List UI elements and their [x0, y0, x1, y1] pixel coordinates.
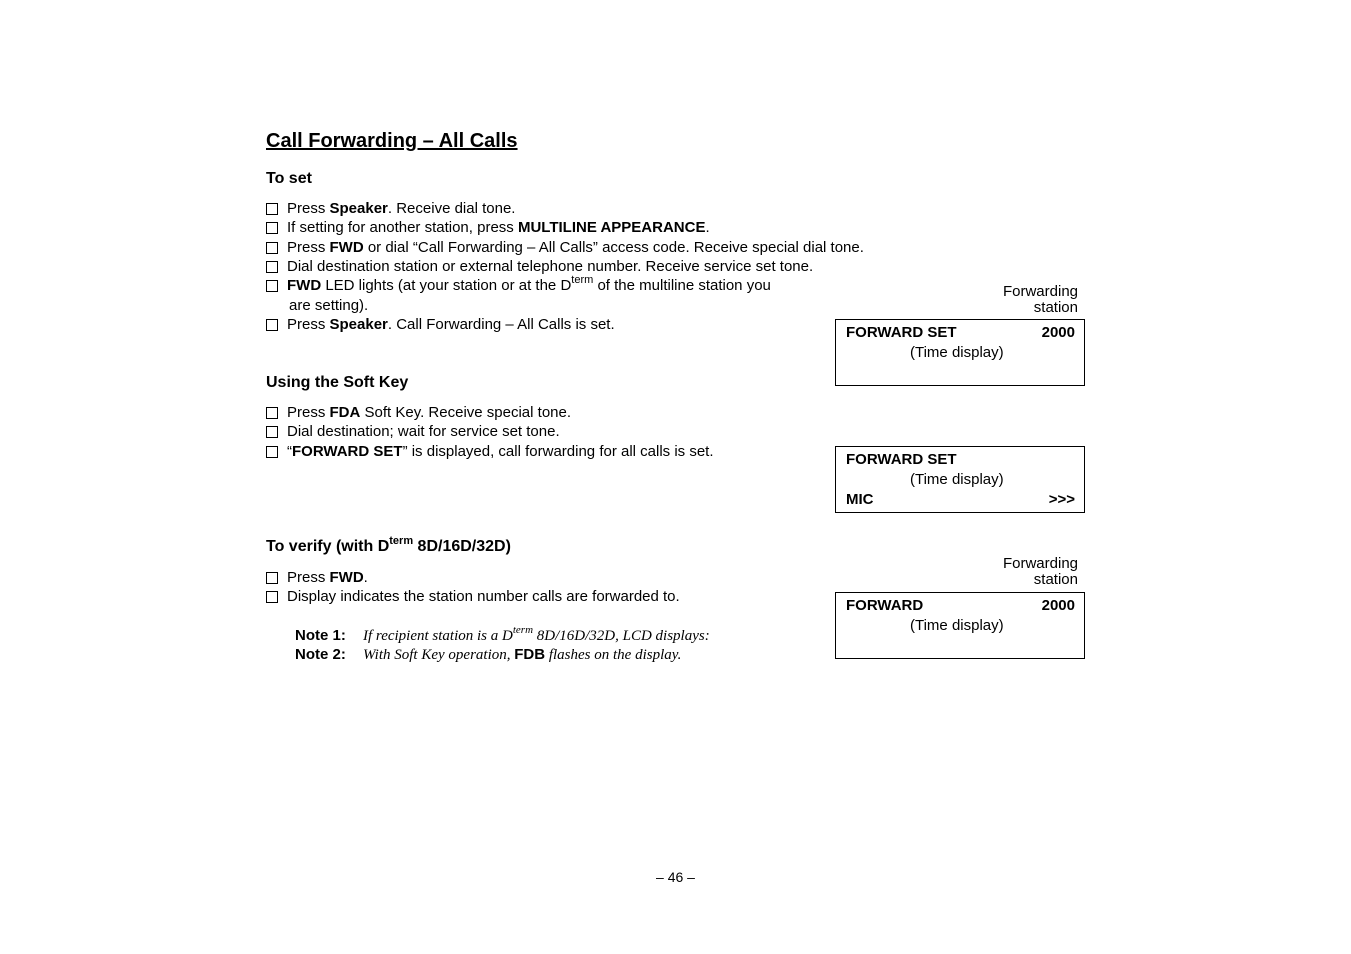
step-list-item: If setting for another station, press MULTILINE APPEARANCE.	[266, 219, 710, 237]
lcd-text: FORWARD SET	[846, 324, 957, 341]
checkbox-icon	[266, 319, 278, 331]
lcd-time-display: (Time display)	[910, 617, 1004, 634]
verify-heading: To verify (with $D^{term}$ 8D/16D/32D)	[266, 534, 511, 555]
checkbox-icon	[266, 446, 278, 458]
checkbox-icon	[266, 261, 278, 273]
checkbox-icon	[266, 426, 278, 438]
note-2: Note 2: With Soft Key operation, FDB flashes on the display.	[295, 646, 682, 663]
lcd-display	[835, 446, 1085, 513]
checkbox-icon	[266, 407, 278, 419]
lcd-label: Forwarding station	[1002, 555, 1078, 588]
lcd-station-number: 2000	[1041, 324, 1075, 341]
step-list-item: Dial destination; wait for service set tone.	[266, 423, 560, 441]
lcd-label: Forwarding station	[1002, 283, 1078, 316]
checkbox-icon	[266, 572, 278, 584]
lcd-text: FORWARD SET	[846, 451, 957, 468]
lcd-time-display: (Time display)	[910, 471, 1004, 488]
soft-key-heading: Using the Soft Key	[266, 374, 409, 391]
lcd-time-display: (Time display)	[910, 344, 1004, 361]
step-list-item: Press Speaker. Call Forwarding – All Calls is set.	[266, 316, 615, 334]
step-list-item: Press FWD.	[266, 569, 368, 587]
to-set-heading: To set	[266, 170, 312, 187]
step-list-item: Dial destination station or external telephone number. Receive service set tone.	[266, 258, 813, 276]
checkbox-icon	[266, 591, 278, 603]
lcd-soft-key-mic: MIC	[846, 491, 874, 508]
note-1: Note 1: If recipient station is a $D^{term}$ 8D/16D/32D, LCD displays:	[295, 624, 710, 644]
page-number: – 46 –	[656, 869, 695, 885]
checkbox-icon	[266, 203, 278, 215]
step-list-item: Press FWD or dial “Call Forwarding – All Calls” access code. Receive special dial tone.	[266, 239, 864, 257]
lcd-display	[835, 592, 1085, 659]
step-continuation: are setting).	[289, 297, 369, 314]
lcd-text: FORWARD	[846, 597, 924, 614]
step-list-item: “FORWARD SET” is displayed, call forwarding for all calls is set.	[266, 443, 714, 461]
checkbox-icon	[266, 242, 278, 254]
step-list-item: Press FDA Soft Key. Receive special tone.	[266, 404, 571, 422]
lcd-display	[835, 319, 1085, 386]
step-list-item: Press Speaker. Receive dial tone.	[266, 200, 515, 218]
lcd-station-number: 2000	[1041, 597, 1075, 614]
checkbox-icon	[266, 222, 278, 234]
step-list-item: FWD LED lights (at your station or at the $D^{term}$ of the multiline station you	[266, 277, 771, 295]
page-title: Call Forwarding – All Calls	[266, 130, 518, 152]
step-list-item: Display indicates the station number calls are forwarded to.	[266, 588, 680, 606]
checkbox-icon	[266, 280, 278, 292]
lcd-soft-key-more: >>>	[1048, 491, 1075, 508]
